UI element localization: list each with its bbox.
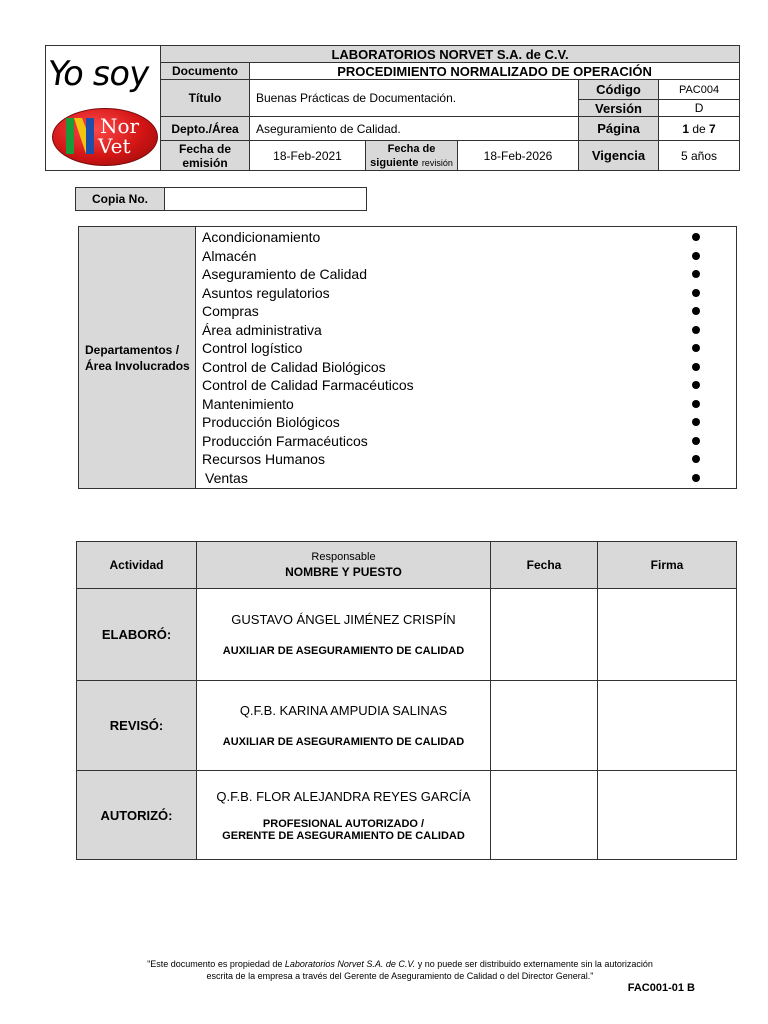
responsable-position: AUXILIAR DE ASEGURAMIENTO DE CALIDAD: [222, 736, 465, 748]
fecha-siguiente-label-small: revisión: [421, 157, 453, 168]
list-item: Control de Calidad Biológicos: [196, 358, 736, 377]
actividad-cell: ELABORÓ:: [77, 589, 197, 681]
list-item: Área administrativa: [196, 321, 736, 340]
bullet-dot-icon: [692, 418, 700, 426]
pagina-value: [659, 117, 740, 141]
bullet-dot-icon: [692, 252, 700, 260]
logo-nor-text: Nor: [100, 114, 140, 138]
version-value: D: [659, 100, 740, 117]
bullet-dot-icon: [692, 437, 700, 445]
fecha-cell[interactable]: [491, 589, 598, 681]
responsable-position: PROFESIONAL AUTORIZADO /: [262, 817, 425, 830]
departamentos-table: [78, 226, 737, 489]
col-responsable-sublabel: NOMBRE Y PUESTO: [285, 565, 402, 579]
bullet-dot-icon: [692, 381, 700, 389]
bullet-dot-icon: [692, 326, 700, 334]
responsable-cell: [197, 589, 491, 681]
firma-cell[interactable]: [598, 681, 737, 771]
departamentos-label: Departamentos / Área Involucrados: [79, 227, 196, 489]
company-name: LABORATORIOS NORVET S.A. de C.V.: [161, 46, 740, 63]
fecha-emision-value: 18-Feb-2021: [250, 141, 366, 171]
document-header: [45, 45, 740, 171]
responsable-cell: [197, 771, 491, 860]
responsable-name: GUSTAVO ÁNGEL JIMÉNEZ CRISPÍN: [231, 612, 456, 627]
version-label: Versión: [579, 100, 659, 117]
fecha-cell[interactable]: [491, 681, 598, 771]
list-item: Ventas: [196, 469, 736, 488]
depto-label: Depto./Área: [161, 117, 250, 141]
list-item: Mantenimiento: [196, 395, 736, 414]
col-responsable-header: [197, 542, 491, 589]
vigencia-label: Vigencia: [579, 141, 659, 171]
pagina-label: Página: [579, 117, 659, 141]
fecha-siguiente-label: [366, 141, 458, 171]
list-item: Asuntos regulatorios: [196, 284, 736, 303]
logo-tagline: Yo soy: [45, 54, 152, 94]
footer-line-1: "Este documento es propiedad de Laboratorios Norvet S.A. de C.V. y no puede ser distribuido externamente sin la autorización: [147, 959, 653, 969]
fecha-emision-label: Fecha de emisión: [161, 141, 250, 171]
norvet-n-icon: [62, 110, 100, 160]
documento-value: PROCEDIMIENTO NORMALIZADO DE OPERACIÓN: [250, 63, 740, 80]
pagina-de: de: [692, 121, 706, 136]
responsable-position: AUXILIAR DE ASEGURAMIENTO DE CALIDAD: [222, 645, 465, 657]
pagina-total: 7: [709, 121, 716, 136]
firma-cell[interactable]: [598, 771, 737, 860]
list-item: Producción Biológicos: [196, 413, 736, 432]
fecha-siguiente-label-bold: Fecha de siguiente: [370, 142, 436, 169]
table-row: [77, 771, 737, 860]
vigencia-value: 5 años: [659, 141, 740, 171]
firma-cell[interactable]: [598, 589, 737, 681]
col-responsable-label: Responsable: [311, 551, 376, 563]
list-item: Compras: [196, 302, 736, 321]
bullet-dot-icon: [692, 307, 700, 315]
bullet-dot-icon: [692, 474, 700, 482]
list-item: Recursos Humanos: [196, 450, 736, 469]
depto-value: Aseguramiento de Calidad.: [250, 117, 579, 141]
bullet-dot-icon: [692, 400, 700, 408]
footer-line-2: escrita de la empresa a través del Gerente de Aseguramiento de Calidad o del Director General.": [206, 971, 594, 981]
responsable-position-2: GERENTE DE ASEGURAMIENTO DE CALIDAD: [222, 829, 465, 842]
titulo-value: Buenas Prácticas de Documentación.: [250, 80, 579, 117]
actividad-cell: AUTORIZÓ:: [77, 771, 197, 860]
bullet-dot-icon: [692, 363, 700, 371]
responsable-cell: [197, 681, 491, 771]
codigo-value: PAC004: [659, 80, 740, 100]
list-item: Control de Calidad Farmacéuticos: [196, 376, 736, 395]
signatures-table: [76, 541, 737, 860]
responsable-name: Q.F.B. FLOR ALEJANDRA REYES GARCÍA: [216, 788, 471, 804]
codigo-label: Código: [579, 80, 659, 100]
bullet-dot-icon: [692, 344, 700, 352]
documento-label: Documento: [161, 63, 250, 80]
list-item: Acondicionamiento: [196, 228, 736, 247]
list-item: Producción Farmacéuticos: [196, 432, 736, 451]
list-item: Almacén: [196, 247, 736, 266]
list-item: Control logístico: [196, 339, 736, 358]
responsable-name: Q.F.B. KARINA AMPUDIA SALINAS: [239, 703, 448, 718]
bullet-dot-icon: [692, 233, 700, 241]
actividad-cell: REVISÓ:: [77, 681, 197, 771]
col-actividad-header: Actividad: [77, 542, 197, 589]
col-firma-header: Firma: [598, 542, 737, 589]
logo-vet-text: Vet: [98, 134, 131, 158]
table-row: [77, 589, 737, 681]
list-item: Aseguramiento de Calidad: [196, 265, 736, 284]
copia-label: Copia No.: [76, 188, 165, 211]
form-code: FAC001-01 B: [627, 982, 695, 994]
pagina-current: 1: [682, 121, 689, 136]
bullet-dot-icon: [692, 455, 700, 463]
col-fecha-header: Fecha: [491, 542, 598, 589]
fecha-cell[interactable]: [491, 771, 598, 860]
bullet-dot-icon: [692, 289, 700, 297]
company-logo: [46, 46, 161, 171]
bullet-dot-icon: [692, 270, 700, 278]
copia-table: [75, 187, 367, 211]
titulo-label: Título: [161, 80, 250, 117]
copia-value[interactable]: [165, 188, 367, 211]
departamentos-list: [196, 227, 737, 489]
footer-disclaimer: [90, 958, 710, 982]
table-row: [77, 681, 737, 771]
fecha-siguiente-value: 18-Feb-2026: [458, 141, 579, 171]
